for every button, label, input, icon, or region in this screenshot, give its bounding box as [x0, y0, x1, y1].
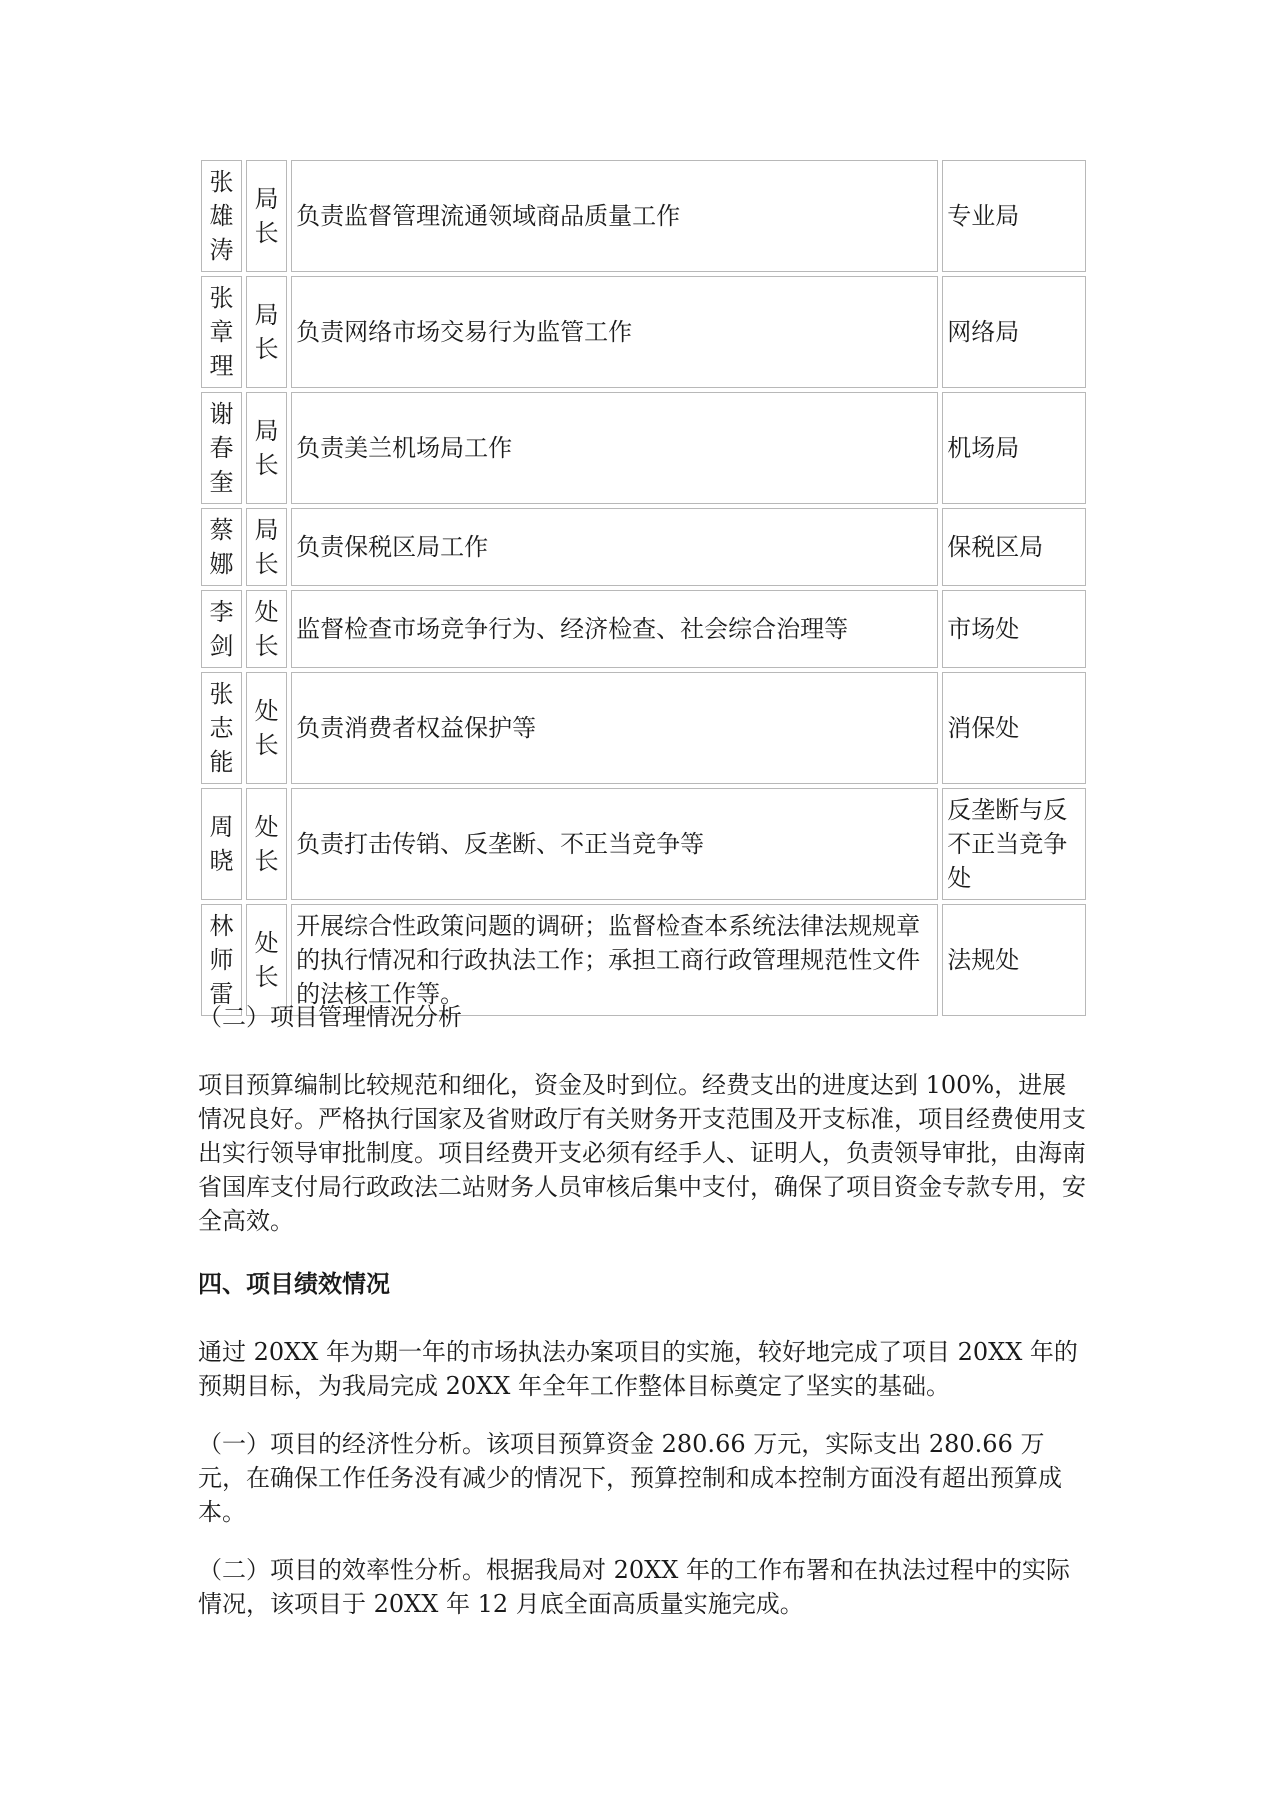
- cell-duty: 开展综合性政策问题的调研；监督检查本系统法律法规规章的执行情况和行政执法工作；承担工商行政管理规范性文件的法核工作等。: [291, 904, 938, 1016]
- cell-title: 局长: [246, 508, 287, 586]
- cell-name: 周晓: [201, 788, 242, 900]
- cell-duty: 负责网络市场交易行为监管工作: [291, 276, 938, 388]
- cell-name: 张志能: [201, 672, 242, 784]
- table-row: [201, 672, 1086, 784]
- cell-name: 蔡娜: [201, 508, 242, 586]
- cell-name: 谢春奎: [201, 392, 242, 504]
- section-performance-body: 通过 20XX 年为期一年的市场执法办案项目的实施，较好地完成了项目 20XX 年的预期目标，为我局完成 20XX 年全年工作整体目标奠定了坚实的基础。: [198, 1338, 1078, 1400]
- cell-title: 局长: [246, 276, 287, 388]
- cell-name: 林师雷: [201, 904, 242, 1016]
- section-project-management-title: （二）项目管理情况分析: [198, 1003, 462, 1031]
- cell-duty: 负责消费者权益保护等: [291, 672, 938, 784]
- cell-title: 局长: [246, 160, 287, 272]
- staff-table-body: [201, 160, 1086, 1016]
- table-row: [201, 590, 1086, 668]
- cell-title: 处长: [246, 788, 287, 900]
- staff-duty-table: [197, 156, 1090, 1020]
- cell-duty: 负责监督管理流通领域商品质量工作: [291, 160, 938, 272]
- cell-title: 局长: [246, 392, 287, 504]
- table-row: [201, 788, 1086, 900]
- section-performance-heading: 四、项目绩效情况: [198, 1269, 390, 1298]
- section-project-management-body: 项目预算编制比较规范和细化，资金及时到位。经费支出的进度达到 100%，进展情况良好。严格执行国家及省财政厅有关财务开支范围及开支标准，项目经费使用支出实行领导审批制度。项目经费开支必须有经手人、证明人，负责领导审批，由海南省国库支付局行政政法二站财务人员审核后集中支付，确保了项目资金专款专用，安全高效。: [198, 1071, 1086, 1235]
- cell-department: 专业局: [942, 160, 1086, 272]
- cell-name: 张雄涛: [201, 160, 242, 272]
- table-row: [201, 392, 1086, 504]
- cell-duty: 监督检查市场竞争行为、经济检查、社会综合治理等: [291, 590, 938, 668]
- cell-name: 张章理: [201, 276, 242, 388]
- cell-department: 保税区局: [942, 508, 1086, 586]
- cell-title: 处长: [246, 590, 287, 668]
- cell-title: 处长: [246, 672, 287, 784]
- cell-department: 机场局: [942, 392, 1086, 504]
- section-economy-analysis: （一）项目的经济性分析。该项目预算资金 280.66 万元，实际支出 280.66 万元，在确保工作任务没有减少的情况下，预算控制和成本控制方面没有超出预算成本。: [198, 1430, 1062, 1526]
- table-row: [201, 160, 1086, 272]
- table-row: [201, 276, 1086, 388]
- cell-department: 反垄断与反不正当竞争处: [942, 788, 1086, 900]
- cell-duty: 负责保税区局工作: [291, 508, 938, 586]
- cell-department: 消保处: [942, 672, 1086, 784]
- cell-name: 李剑: [201, 590, 242, 668]
- cell-department: 法规处: [942, 904, 1086, 1016]
- cell-duty: 负责美兰机场局工作: [291, 392, 938, 504]
- section-efficiency-analysis: （二）项目的效率性分析。根据我局对 20XX 年的工作布署和在执法过程中的实际情况，该项目于 20XX 年 12 月底全面高质量实施完成。: [198, 1556, 1070, 1618]
- table-row: [201, 508, 1086, 586]
- cell-department: 网络局: [942, 276, 1086, 388]
- cell-duty: 负责打击传销、反垄断、不正当竞争等: [291, 788, 938, 900]
- cell-department: 市场处: [942, 590, 1086, 668]
- cell-title: 处长: [246, 904, 287, 1016]
